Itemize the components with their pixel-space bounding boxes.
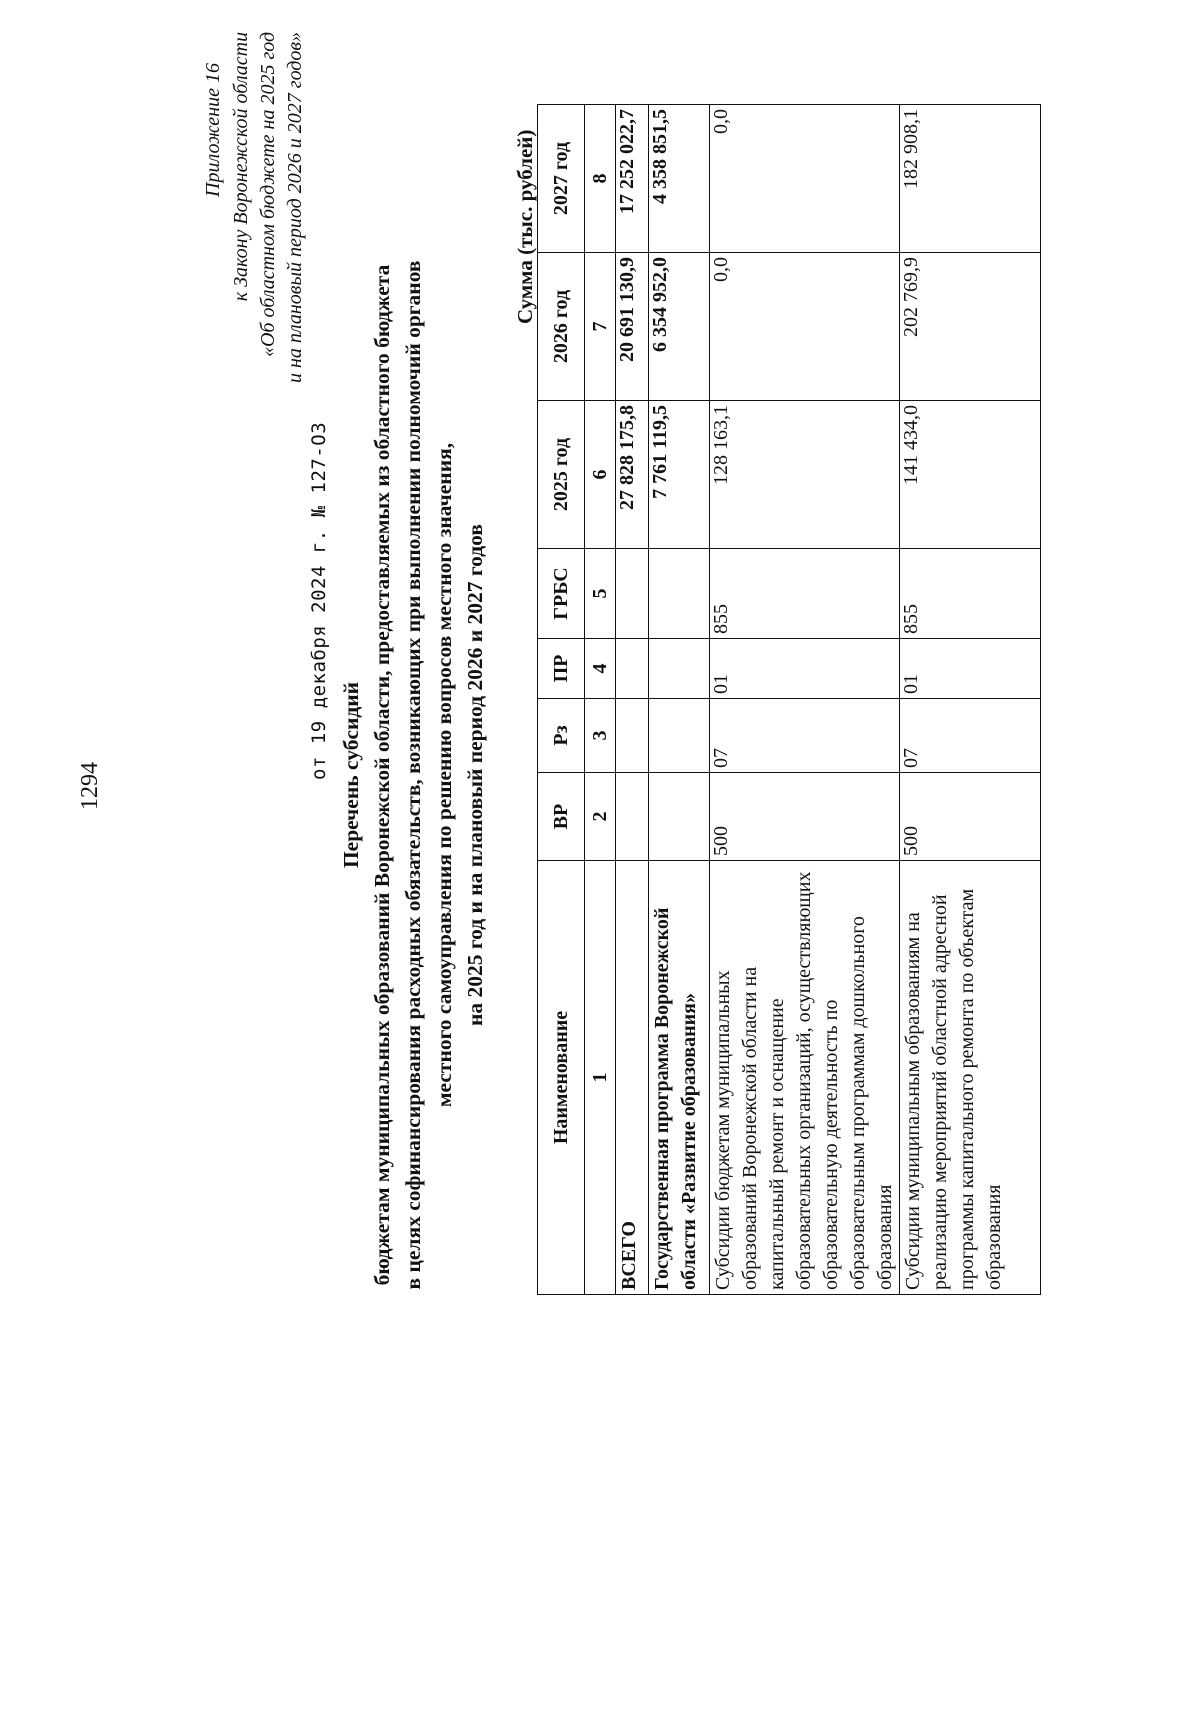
appendix-line-4: и на плановый период 2026 и 2027 годов»	[284, 31, 306, 383]
cell-vr: 500	[900, 773, 1041, 861]
cell-2027: 17 252 022,7	[616, 105, 649, 253]
cell-grbs	[616, 549, 649, 639]
column-number: 4	[585, 639, 616, 699]
cell-2025: 27 828 175,8	[616, 401, 649, 549]
cell-pr: 01	[900, 639, 1041, 699]
page-number: 1294	[77, 762, 103, 810]
unit-label: Сумма (тыс. рублей)	[513, 129, 537, 324]
cell-grbs: 855	[710, 549, 900, 639]
cell-grbs	[649, 549, 710, 639]
cell-rz	[616, 699, 649, 773]
cell-pr	[616, 639, 649, 699]
header-name: Наименование	[538, 861, 585, 1295]
row-name: ВСЕГО	[616, 861, 649, 1295]
table-row	[900, 105, 1041, 1295]
cell-2027: 0,0	[710, 105, 900, 253]
header-2026: 2026 год	[538, 253, 585, 401]
column-number: 2	[585, 773, 616, 861]
cell-pr: 01	[710, 639, 900, 699]
cell-2026: 202 769,9	[900, 253, 1041, 401]
cell-2027: 182 908,1	[900, 105, 1041, 253]
row-name: Государственная программа Воронежской области «Развитие образования»	[649, 861, 710, 1295]
column-number: 8	[585, 105, 616, 253]
subsidy-table-frame	[537, 105, 1015, 1295]
header-2025: 2025 год	[538, 401, 585, 549]
appendix-header-body	[228, 32, 309, 383]
row-name: Субсидии бюджетам муниципальных образований Воронежской области на капитальный ремонт и оснащение образовательных организаций, осуществляющих образовательную деятельность по образовательным программам дошкольного образования	[710, 861, 900, 1295]
header-rz: Рз	[538, 699, 585, 773]
cell-2025: 141 434,0	[900, 401, 1041, 549]
column-number: 7	[585, 253, 616, 401]
table-row-program	[649, 105, 710, 1295]
column-number: 5	[585, 549, 616, 639]
appendix-line-2: к Закону Воронежской области	[230, 31, 252, 302]
cell-2026: 6 354 952,0	[649, 253, 710, 401]
cell-rz	[649, 699, 710, 773]
cell-vr	[649, 773, 710, 861]
title-line-3: в целях софинансирования расходных обязательств, возникающих при выполнении полномочий органов	[401, 260, 425, 1290]
appendix-header	[200, 63, 227, 383]
cell-vr: 500	[710, 773, 900, 861]
title-line-1: Перечень субсидий	[339, 681, 363, 869]
cell-2025: 128 163,1	[710, 401, 900, 549]
column-number: 6	[585, 401, 616, 549]
table-header-row	[538, 105, 585, 1295]
cell-pr	[649, 639, 710, 699]
cell-rz: 07	[710, 699, 900, 773]
title-line-5: на 2025 год и на плановый период 2026 и 2027 годов	[463, 524, 487, 1026]
header-2027: 2027 год	[538, 105, 585, 253]
cell-vr	[616, 773, 649, 861]
appendix-line-3: «Об областном бюджете на 2025 год	[257, 31, 279, 358]
table-row-total	[616, 105, 649, 1295]
subsidy-table	[537, 104, 1041, 1295]
document-title	[336, 160, 491, 1390]
table-row	[710, 105, 900, 1295]
header-grbs: ГРБС	[538, 549, 585, 639]
header-vr: ВР	[538, 773, 585, 861]
column-number: 3	[585, 699, 616, 773]
title-line-2: бюджетам муниципальных образований Воронежской области, предоставляемых из областного бюджета	[370, 264, 394, 1286]
cell-grbs: 855	[900, 549, 1041, 639]
cell-2026: 0,0	[710, 253, 900, 401]
law-date-number: от 19 декабря 2024 г. № 127-ОЗ	[308, 421, 330, 780]
row-name: Субсидии муниципальным образованиям на реализацию мероприятий областной адресной программы капитального ремонта по объектам образования	[900, 861, 1041, 1295]
cell-2027: 4 358 851,5	[649, 105, 710, 253]
cell-2025: 7 761 119,5	[649, 401, 710, 549]
title-line-4: местного самоуправления по решению вопросов местного значения,	[432, 442, 456, 1108]
column-number-row	[585, 105, 616, 1295]
header-pr: ПР	[538, 639, 585, 699]
cell-rz: 07	[900, 699, 1041, 773]
column-number: 1	[585, 861, 616, 1295]
cell-2026: 20 691 130,9	[616, 253, 649, 401]
appendix-line-1: Приложение 16	[202, 63, 224, 197]
